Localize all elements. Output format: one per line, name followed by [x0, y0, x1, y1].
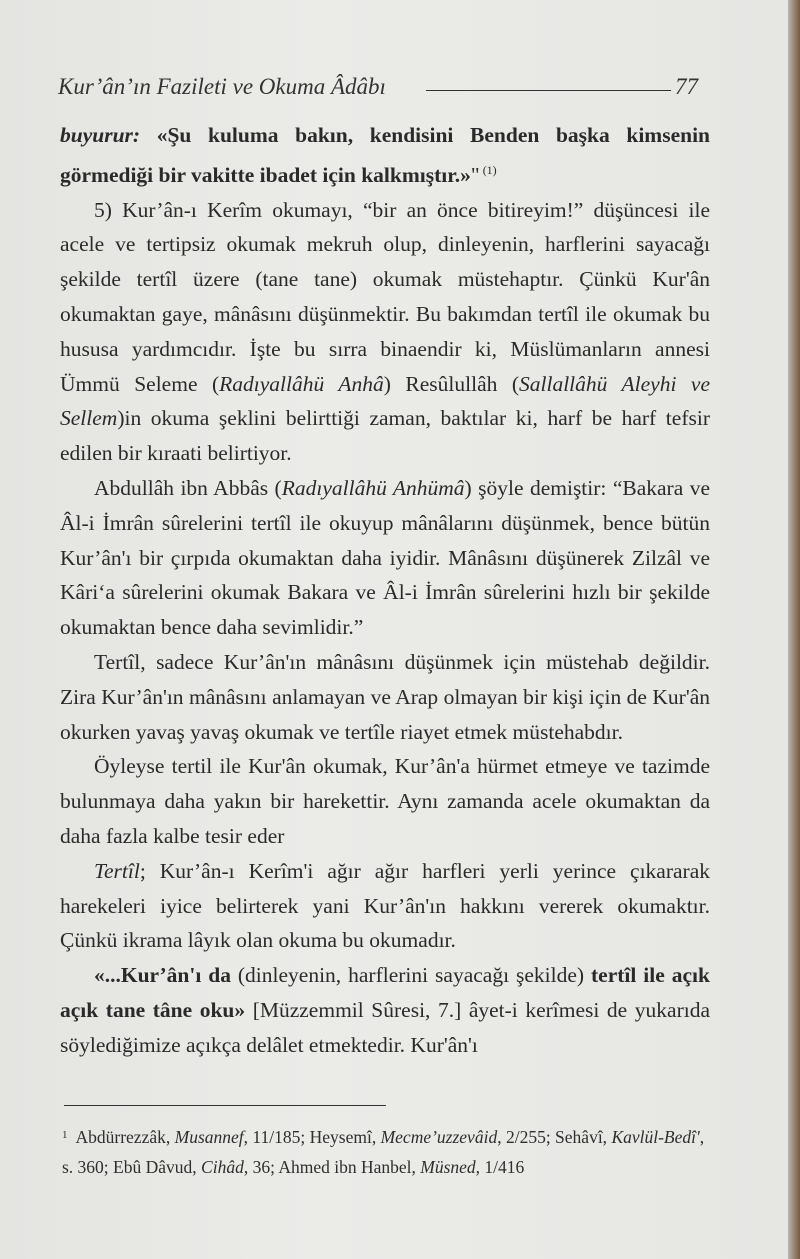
paragraph	[60, 749, 710, 853]
paragraph	[60, 958, 710, 1062]
text-segment: (dinleyenin, harflerini sayacağı şekilde)	[230, 963, 592, 988]
text-segment: Sallallâhü Aleyhi ve Sellem	[60, 371, 710, 431]
page-header	[58, 74, 698, 106]
text-segment: «...Kur’ân'ı da	[94, 963, 231, 988]
text-segment: 5) Kur’ân-ı Kerîm okumayı, “bir an önce bitireyim!” düşüncesi ile acele ve tertipsiz okumak mekruh olup, dinleyenin, harflerini sayacağı şekilde tertîl üzere (tane tane) okumak müstehaptır. Çünkü Kur'ân okumaktan gaye, mânâsını düşünmektir. Bu bakımdan tertîl ile okumak bu hususa yardımcıdır. İşte bu sırra binaendir ki, Müslümanların annesi Ümmü Seleme (	[60, 197, 710, 396]
text-segment: Cihâd	[201, 1157, 244, 1177]
text-segment: Öyleyse tertil ile Kur'ân okumak, Kur’ân'a hürmet etmeye ve tazimde bulunmaya daha yakın bir harekettir. Aynı zamanda acele okumaktan da daha fazla kalbe tesir eder	[60, 754, 710, 848]
footnote-rule	[64, 1105, 386, 1106]
footnote	[62, 1120, 710, 1182]
text-segment: Tertîl	[94, 858, 140, 883]
paragraph	[60, 471, 710, 645]
text-segment: [Müzzemmil Sûresi, 7.] âyet-i kerîmesi de yukarıda söylediğimize açıkça delâlet etmektedir. Kur'ân'ı	[60, 997, 710, 1057]
text-segment: , 1/416	[475, 1157, 525, 1177]
text-segment: buyurur:	[60, 123, 157, 147]
text-segment: , 11/185; Heysemî,	[243, 1127, 381, 1147]
text-segment: Radıyallâhü Anhümâ	[281, 475, 465, 500]
body-text	[60, 118, 710, 1063]
book-spine-edge	[788, 0, 800, 1259]
header-rule	[426, 90, 671, 91]
text-segment: Kavlül-Bedî'	[611, 1127, 700, 1147]
running-title: Kur’ân’ın Fazileti ve Okuma Âdâbı	[58, 74, 386, 99]
text-segment: , 36; Ahmed ibn Hanbel,	[243, 1157, 421, 1177]
text-segment: ) şöyle demiştir: “Bakara ve Âl-i İmrân sûrelerini tertîl ile okuyup mânâlarını düşünmek, bence bütün Kur’ân'ı bir çırpıda okumaktan daha iyidir. Mânâsını düşünerek Zilzâl ve Kâri‘a sûrelerini okumak Bakara ve Âl-i İmrân sûrelerini hızlı bir şekilde okumaktan bence daha sevimlidir.”	[60, 475, 710, 640]
paragraph	[60, 118, 710, 193]
text-segment: )in okuma şeklini belirttiği zaman, baktılar ki, harf be harf tefsir edilen bir kıraati belirtiyor.	[60, 406, 710, 466]
footnote-reference[interactable]: (1)	[479, 162, 497, 177]
text-segment: , s. 360; Ebû Dâvud,	[62, 1127, 705, 1177]
text-segment: Radıyallâhü Anhâ	[219, 371, 384, 396]
paragraph	[60, 854, 710, 958]
text-segment: Mecme’uzzevâid	[380, 1127, 498, 1147]
text-segment: tertîl ile açık açık tane tâne oku»	[60, 963, 710, 1022]
paragraph	[60, 193, 710, 471]
text-segment: Abdürrezzâk,	[75, 1127, 175, 1147]
footnote-number: 1	[62, 1129, 68, 1141]
text-segment: ) Resûlullâh (	[383, 371, 520, 396]
text-segment: «Şu kuluma bakın, kendisini Benden başka kimsenin görmediği bir vakitte ibadet için kalkmıştır.»	[60, 123, 711, 187]
text-segment: Tertîl, sadece Kur’ân'ın mânâsını düşünmek için müstehab değildir. Zira Kur’ân'ın mânâsını anlamayan ve Arap olmayan bir kişi için de Kur'ân okurken yavaş yavaş okumak ve tertîle riayet etmek müstehabdır.	[60, 649, 710, 744]
text-segment: "	[470, 162, 480, 187]
text-segment: , 2/255; Sehâvî,	[497, 1127, 612, 1147]
text-segment: Abdullâh ibn Abbâs (	[94, 475, 282, 500]
page-number: 77	[675, 74, 698, 99]
paragraph	[60, 645, 710, 749]
text-segment: Müsned	[420, 1157, 476, 1177]
text-segment: Musannef	[174, 1127, 244, 1147]
text-segment: ; Kur’ân-ı Kerîm'i ağır ağır harfleri yerli yerince çıkararak harekeleri iyice belirterek yani Kur’ân'ın hakkını vererek okumaktır. Çünkü ikrama lâyık olan okuma bu okumadır.	[60, 858, 710, 953]
